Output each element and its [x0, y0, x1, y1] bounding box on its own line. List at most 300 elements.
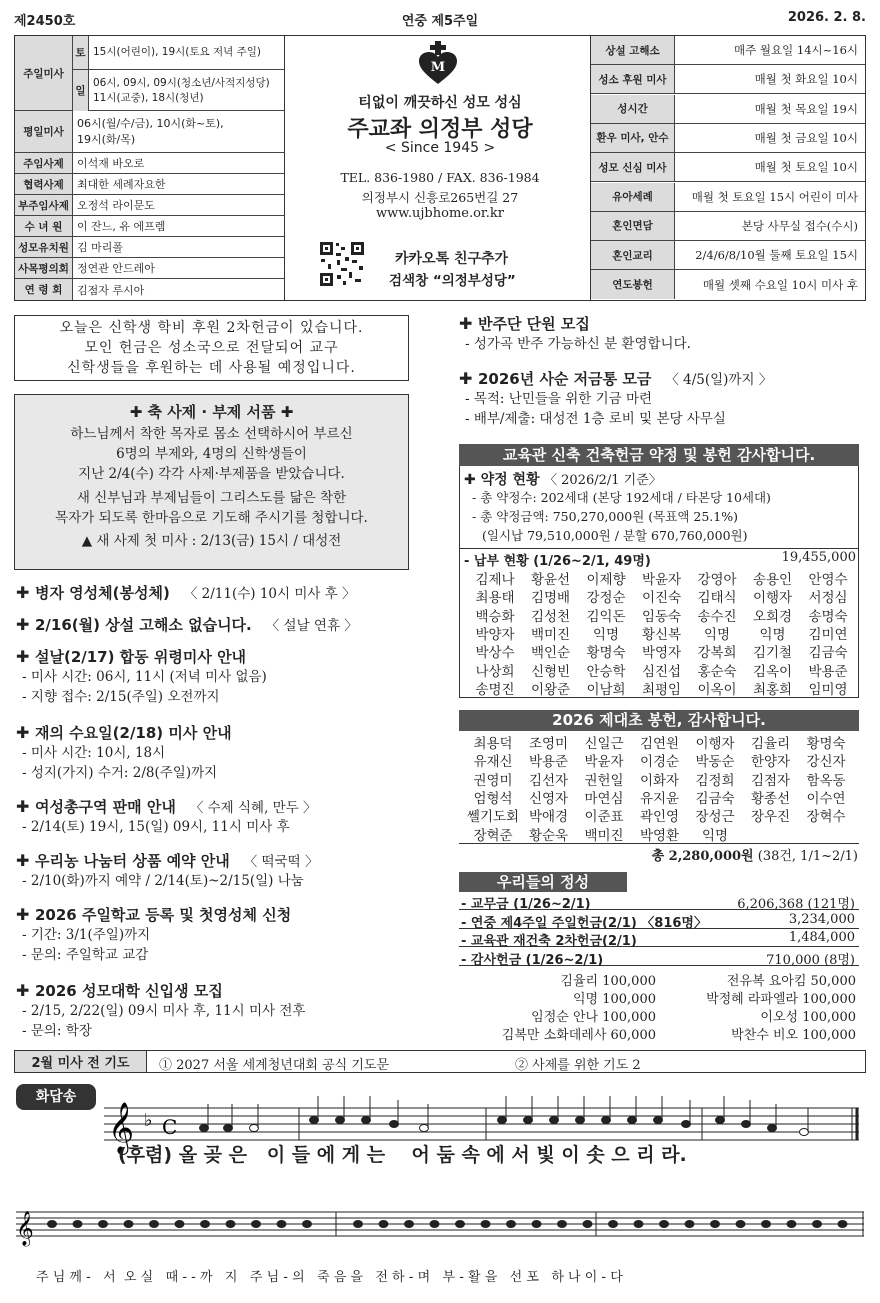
donor-name: 이행자 — [752, 590, 793, 607]
music-note — [124, 1221, 133, 1228]
sacrament-row — [591, 270, 866, 299]
donor-name: 백승화 — [475, 608, 515, 625]
donor-name: 박애경 — [528, 809, 569, 826]
staff-role-label: 부주임사제 — [15, 195, 73, 215]
donor-name: 김선자 — [528, 772, 569, 789]
sacrament-row — [591, 65, 866, 94]
donor-name: 최홍희 — [752, 681, 793, 698]
qr-code-icon — [319, 241, 365, 287]
announcement-title: 반주단 단원 모집 — [477, 315, 590, 333]
sacrament-value: 매월 셋째 수요일 10시 미사 후 — [702, 277, 858, 292]
ordination-line-3: 지난 2/4(수) 각각 사제·부제품을 받았습니다. — [78, 466, 345, 482]
first-mass-line: ▲ 새 사제 첫 미사 : 2/13(금) 15시 / 대성전 — [81, 533, 342, 549]
announcement-section — [16, 614, 358, 635]
music-note — [768, 1125, 777, 1132]
donor-name: 이왕준 — [530, 681, 571, 698]
donor-name: 박윤자 — [584, 754, 624, 771]
donor-name: 황명숙 — [806, 736, 846, 752]
music-note — [430, 1221, 439, 1228]
staff-role-label: 연 령 회 — [15, 279, 73, 300]
donor-name: 유재신 — [473, 754, 513, 771]
tel-fax: TEL. 836-1980 / FAX. 836-1984 — [340, 170, 540, 185]
music-note — [609, 1221, 618, 1228]
donor-name: 황종선 — [750, 790, 791, 807]
staff-row — [15, 195, 285, 216]
donor-name: 이옥이 — [697, 681, 737, 698]
donor-name: 이진숙 — [641, 590, 682, 607]
donor-name: 엄형석 — [473, 790, 513, 807]
donor-name: 박윤자 — [641, 572, 682, 588]
donor-name: 송용인 — [752, 572, 793, 588]
parish-subtitle: 티없이 깨끗하신 성모 성심 — [358, 95, 522, 111]
announcement-title: 설날(2/17) 합동 위령미사 안내 — [34, 648, 247, 666]
ordination-title: ✚ 축 사제 · 부제 서품 ✚ — [129, 403, 294, 421]
sunday-row — [73, 70, 285, 111]
cross-icon: ✚ — [16, 647, 35, 666]
donor-name: 최평임 — [641, 681, 682, 698]
sacrament-label: 상설 고해소 — [591, 36, 675, 64]
prayer-label: 2월 미사 전 기도 — [15, 1051, 147, 1072]
announcement-title: 재의 수요일(2/18) 미사 안내 — [34, 724, 232, 742]
sacrament-row — [591, 124, 866, 153]
announcement-subtitle: 〈 떡국떡 〉 — [243, 854, 319, 870]
music-note — [481, 1221, 490, 1228]
ordination-line-1: 하느님께서 착한 목자로 몸소 선택하시어 부르신 — [70, 426, 353, 442]
music-note — [48, 1221, 57, 1228]
music-note — [362, 1117, 371, 1124]
sacrament-label: 유아세례 — [591, 183, 675, 211]
offering-bar: 우리들의 정성 — [459, 872, 627, 892]
donor-name: 박용준 — [528, 754, 569, 771]
search-hint-text: 검색창 “의정부성당” — [389, 273, 516, 289]
announcement-detail: - 기간: 3/1(주일)까지 — [22, 927, 151, 943]
psalm-refrain-lyrics: (후렴) 올 곶 은 이 들 에 게 는 어 둠 속 에 서 빛 이 솟 으 리 라. — [118, 1144, 687, 1166]
donor-name: 백인순 — [530, 645, 571, 662]
donor-name: 김연원 — [639, 736, 680, 752]
donor-name: 안영수 — [808, 572, 848, 588]
announcement-title: 여성총구역 판매 안내 — [34, 798, 176, 816]
offering-label: - 연중 제4주일 주일헌금(2/1) 〈816명〉 — [461, 915, 707, 931]
donor-name: 황명숙 — [586, 645, 626, 662]
music-note — [532, 1221, 541, 1228]
sacrament-row — [591, 212, 866, 241]
heart-cross-logo-icon — [415, 40, 461, 86]
music-note — [813, 1221, 822, 1228]
gift-entry: 박정혜 라파엘라 100,000 — [706, 992, 856, 1007]
sacrament-value: 매주 월요일 14시~16시 — [734, 43, 858, 57]
sunday-text — [93, 70, 270, 111]
announcement-section — [459, 313, 691, 354]
donor-name: 장혁수 — [806, 809, 846, 826]
sacrament-label: 성시간 — [591, 95, 675, 123]
announcement-detail: - 성지(가지) 수거: 2/8(주일)까지 — [22, 765, 218, 781]
donor-name: 백미진 — [530, 626, 571, 643]
announcement-detail: - 미사 시간: 06시, 11시 (저녁 미사 없음) — [22, 669, 267, 685]
header-box — [14, 35, 866, 301]
music-note — [226, 1221, 235, 1228]
donor-name: 김태식 — [697, 590, 737, 607]
music-note — [456, 1221, 465, 1228]
donor-name: 임동숙 — [641, 608, 682, 625]
gift-entry: 임정순 안나 100,000 — [531, 1010, 656, 1025]
donor-name: 홍순숙 — [697, 663, 737, 680]
week-title: 연중 제5주일 — [401, 14, 479, 29]
weekday-text-1: 06시(월/수/금), 10시(화~토), — [77, 116, 224, 130]
donor-name: 박영환 — [639, 827, 680, 844]
donor-name: 이제향 — [586, 572, 626, 588]
cross-icon: ✚ — [459, 369, 478, 388]
music-note — [252, 1221, 261, 1228]
pledge-date: 〈 2026/2/1 기준〉 — [544, 473, 662, 488]
offering-label: - 교무금 (1/26~2/1) — [461, 897, 591, 912]
donor-name: 박영자 — [641, 645, 682, 662]
cross-icon: ✚ — [16, 615, 35, 634]
announcement-header — [16, 582, 356, 603]
sacrament-row — [591, 95, 866, 124]
payment-amount: 19,455,000 — [781, 550, 856, 565]
weekday-mass-label: 평일미사 — [15, 111, 73, 152]
donor-name: 김미연 — [808, 626, 848, 643]
sunday-text-1: 06시, 09시, 09시(청소년/사적지성당) — [93, 76, 270, 89]
donor-name: 권헌일 — [584, 772, 624, 789]
music-note — [787, 1221, 796, 1228]
sacrament-row — [591, 153, 866, 182]
announcement-detail: - 성가곡 반주 가능하신 분 환영합니다. — [465, 336, 691, 352]
sacrament-row — [591, 241, 866, 270]
music-note — [602, 1117, 611, 1124]
issue-number: 제2450호 — [14, 14, 76, 29]
staff-row — [15, 258, 285, 279]
sacrament-label: 성소 후원 미사 — [591, 65, 675, 93]
music-note — [716, 1117, 725, 1124]
music-note — [73, 1221, 82, 1228]
announcement-detail: - 목적: 난민들을 위한 기금 마련 — [465, 391, 653, 407]
donor-name: 한양자 — [750, 754, 791, 771]
donor-name: 함옥동 — [806, 772, 846, 789]
donor-name: 김금숙 — [695, 790, 735, 807]
offering-row — [459, 911, 859, 929]
staff-role-label: 성모유치원 — [15, 237, 73, 257]
donor-name: 심진섭 — [641, 663, 682, 680]
psalm-verse-lyrics: 주 님 께 - 서 오 실 때 - - 까 지 주 님 - 의 죽 음 을 전 하 - 며 부 - 활 을 선 포 하 나 이 - 다 — [36, 1270, 623, 1285]
donor-name: 송명숙 — [808, 608, 848, 625]
sacrament-value: 매월 첫 목요일 19시 — [754, 101, 858, 116]
weekday-mass-row — [15, 111, 285, 153]
donor-name: 익명 — [701, 827, 729, 844]
offering-label: - 감사헌금 (1/26~2/1) — [461, 952, 604, 968]
announcement-title: 병자 영성체(봉성체) — [34, 584, 170, 602]
staff-row — [15, 174, 285, 195]
donor-name: 서정심 — [808, 590, 848, 607]
announcement-section — [16, 646, 267, 707]
donor-name: 익명 — [759, 626, 786, 643]
weekday-mass-text — [77, 111, 224, 152]
announcement-title: 2026년 사순 저금통 모금 — [477, 370, 652, 388]
music-note — [99, 1221, 108, 1228]
parish-info — [285, 36, 595, 300]
psalm-badge: 화답송 — [16, 1084, 96, 1110]
donor-name: 최용덕 — [473, 736, 513, 752]
sacrament-label: 혼인면담 — [591, 212, 675, 240]
donor-name: 이남희 — [586, 681, 626, 698]
donor-name: 마연심 — [584, 790, 624, 807]
staff-row — [15, 237, 285, 258]
tuition-line-2: 모인 헌금은 성소국으로 전달되어 교구 — [84, 340, 339, 356]
staff-row — [15, 216, 285, 237]
announcement-header — [16, 646, 267, 667]
donor-name: 강신자 — [806, 754, 846, 771]
donor-name: 박용준 — [808, 663, 848, 680]
ordination-line-4: 새 신부님과 부제님들이 그리스도를 닮은 착한 — [76, 490, 347, 506]
donor-name: 장혁준 — [473, 827, 513, 844]
prayer-2: ② 사제를 위한 기도 2 — [515, 1058, 641, 1073]
gift-entry: 익명 100,000 — [572, 992, 656, 1007]
pledge-heading: ✚ 약정 현황 — [464, 472, 540, 488]
kakao-friend-text: 카카오톡 친구추가 — [395, 251, 509, 267]
svg-text:𝄞: 𝄞 — [108, 1102, 135, 1153]
gift-entry: 김율리 100,000 — [560, 974, 656, 989]
donor-name: 유지윤 — [639, 790, 680, 807]
music-note — [762, 1221, 771, 1228]
donor-name: 김기철 — [752, 645, 793, 662]
donor-name: 오희경 — [752, 608, 793, 625]
announcement-subtitle: 〈 4/5(일)까지 〉 — [665, 372, 773, 388]
announcement-header — [16, 722, 232, 743]
music-note — [336, 1117, 345, 1124]
music-note — [498, 1117, 507, 1124]
offering-label: - 교육관 재건축 2차헌금(2/1) — [461, 934, 637, 949]
building-fund-bar: 교육관 신축 건축헌금 약정 및 봉헌 감사합니다. — [459, 444, 859, 466]
donor-name: 이수연 — [806, 790, 846, 807]
music-note — [200, 1125, 209, 1132]
donor-name: 김율리 — [750, 736, 791, 752]
donor-name: 장우진 — [750, 809, 791, 826]
gift-entry: 김복만 소화데레사 60,000 — [501, 1028, 656, 1043]
sacrament-row — [591, 36, 866, 65]
music-note — [800, 1129, 809, 1136]
sacrament-value: 매월 첫 금요일 10시 — [754, 130, 858, 145]
music-note — [685, 1221, 694, 1228]
sacrament-value: 매월 첫 토요일 10시 — [754, 160, 858, 175]
staff-name: 오정석 라이문도 — [77, 199, 155, 212]
announcement-title: 2026 성모대학 신입생 모집 — [34, 982, 223, 1000]
cross-icon: ✚ — [16, 797, 35, 816]
announcement-detail: - 미사 시간: 10시, 18시 — [22, 745, 166, 761]
donor-name: 박양자 — [475, 626, 515, 643]
sacrament-schedule-table — [590, 36, 865, 300]
announcement-header — [16, 614, 358, 635]
mass-schedule-table — [15, 36, 285, 300]
music-note — [576, 1117, 585, 1124]
donor-name: 곽인영 — [639, 809, 680, 826]
pledge-amount: - 총 약정금액: 750,270,000원 (목표액 25.1%) — [472, 509, 738, 524]
donor-name: 김옥이 — [752, 663, 793, 680]
music-note — [303, 1221, 312, 1228]
music-note — [420, 1125, 429, 1132]
prayer-1: ① 2027 서울 세계청년대회 공식 기도문 — [159, 1058, 389, 1073]
sacrament-value: 2/4/6/8/10월 둘째 토요일 15시 — [695, 248, 858, 263]
announcement-detail: - 지향 접수: 2/15(주일) 오전까지 — [22, 689, 220, 705]
announcement-section — [16, 904, 291, 965]
donor-name: 신영자 — [528, 790, 569, 807]
sacrament-label: 혼인교리 — [591, 241, 675, 269]
donor-name: 김성천 — [530, 608, 571, 625]
announcement-detail: - 문의: 주일학교 교감 — [22, 947, 149, 963]
staff-name: 정연관 안드레아 — [77, 262, 155, 275]
music-note — [736, 1221, 745, 1228]
announcement-title: 2026 주일학교 등록 및 첫영성체 신청 — [34, 906, 292, 924]
donor-name: 이행자 — [695, 736, 735, 752]
music-note — [628, 1117, 637, 1124]
donor-name: 이경순 — [639, 754, 680, 771]
cross-icon: ✚ — [16, 905, 35, 924]
music-note — [277, 1221, 286, 1228]
music-note — [742, 1121, 751, 1128]
donor-name: 황신복 — [641, 626, 682, 643]
announcement-header — [459, 313, 691, 334]
tuition-line-3: 신학생들을 후원하는 데 사용될 예정입니다. — [67, 360, 356, 376]
gift-entry: 이오성 100,000 — [760, 1010, 856, 1025]
donor-name: 강복희 — [697, 645, 737, 662]
music-note — [654, 1117, 663, 1124]
candle-offering-bar: 2026 제대초 봉헌, 감사합니다. — [459, 710, 859, 731]
donor-name: 최용태 — [475, 590, 515, 607]
donor-name: 강정순 — [586, 590, 626, 607]
donor-name: 황윤선 — [530, 572, 571, 588]
donor-name: 박동순 — [695, 754, 735, 771]
music-note — [250, 1125, 259, 1132]
announcement-title: 우리농 나눔터 상품 예약 안내 — [34, 852, 230, 870]
address: 의정부시 신흥로265번길 27 — [361, 190, 519, 205]
donor-name: 김점자 — [750, 772, 791, 789]
music-note — [354, 1221, 363, 1228]
cross-icon: ✚ — [16, 723, 35, 742]
donor-name: 김익돈 — [586, 608, 626, 625]
prayer-bar — [14, 1050, 866, 1073]
announcement-section — [16, 582, 356, 603]
ordination-box — [14, 394, 409, 570]
announcement-header — [16, 796, 317, 817]
donor-name: 강영아 — [697, 572, 737, 588]
music-note — [634, 1221, 643, 1228]
music-note — [550, 1117, 559, 1124]
announcement-section — [16, 722, 232, 783]
announcement-subtitle: 〈 수제 식혜, 만두 〉 — [189, 800, 317, 816]
announcement-detail: - 2/14(토) 19시, 15(일) 09시, 11시 미사 후 — [22, 819, 290, 835]
sunday-label: 일 — [73, 70, 89, 111]
donor-name: 김명배 — [530, 590, 571, 607]
offering-row — [459, 948, 859, 966]
weekday-text-2: 19시(화/목) — [77, 132, 136, 146]
issue-date: 2026. 2. 8. — [787, 10, 866, 25]
donor-name: 익명 — [703, 626, 731, 643]
donor-name: 익명 — [592, 626, 620, 643]
donor-name: 송명진 — [475, 681, 515, 698]
donor-name: 이화자 — [639, 772, 680, 789]
announcement-header — [459, 368, 772, 389]
donor-name: 장성근 — [695, 809, 735, 826]
sacrament-value: 본당 사무실 접수(수시) — [741, 218, 858, 233]
music-note — [379, 1221, 388, 1228]
donor-name: 조영미 — [528, 736, 569, 752]
website-link[interactable]: www.ujbhome.or.kr — [376, 206, 504, 221]
music-note — [711, 1221, 720, 1228]
gift-entry: 전유복 요아킴 50,000 — [726, 974, 856, 989]
donor-name: 백미진 — [584, 827, 624, 844]
announcement-section — [16, 796, 317, 837]
building-fund-box — [459, 466, 859, 698]
pledge-count: - 총 약정수: 202세대 (본당 192세대 / 타본당 10세대) — [472, 490, 771, 505]
psalm-staff-2 — [14, 1200, 866, 1260]
staff-name: 이 잔느, 유 에프렘 — [77, 220, 166, 233]
staff-name: 이석재 바오로 — [77, 157, 145, 170]
donor-name: 박상수 — [475, 645, 515, 662]
svg-text:♭: ♭ — [144, 1110, 153, 1131]
pledge-breakdown: (일시납 79,510,000원 / 분할 670,760,000원) — [482, 528, 748, 543]
since-text: < Since 1945 > — [384, 140, 496, 156]
staff-name: 최대한 세례자요한 — [77, 178, 166, 191]
music-note — [682, 1121, 691, 1128]
saturday-text: 15시(어린이), 19시(토요 저녁 주일) — [93, 46, 262, 58]
announcement-detail: - 배부/제출: 대성전 1층 로비 및 본당 사무실 — [465, 411, 726, 427]
sacrament-label: 성모 신심 미사 — [591, 153, 675, 181]
sacrament-value: 매월 첫 토요일 15시 어린이 미사 — [691, 189, 858, 204]
donor-name: 권영미 — [473, 772, 513, 789]
candle-total-note: (38건, 1/1~2/1) — [757, 849, 858, 864]
music-note — [660, 1221, 669, 1228]
music-note — [405, 1221, 414, 1228]
music-note — [558, 1221, 567, 1228]
donor-name: 신형빈 — [530, 663, 571, 680]
music-note — [150, 1221, 159, 1228]
ordination-line-2: 6명의 부제와, 4명의 신학생들이 — [116, 446, 307, 462]
donor-name: 김정희 — [695, 772, 735, 789]
svg-text:𝄞: 𝄞 — [16, 1211, 34, 1246]
donor-name: 안승학 — [586, 663, 626, 680]
announcement-subtitle: 〈 2/11(수) 10시 미사 후 〉 — [183, 586, 356, 602]
sunday-mass-label: 주일미사 — [15, 36, 73, 110]
tuition-notice-box — [14, 315, 409, 381]
payment-heading: - 납부 현황 (1/26~2/1, 49명) — [464, 554, 651, 569]
staff-row — [15, 279, 285, 300]
gift-entry: 박찬수 비오 100,000 — [731, 1028, 856, 1043]
music-note — [838, 1221, 847, 1228]
music-note — [224, 1125, 233, 1132]
top-line — [14, 8, 866, 30]
music-note — [507, 1221, 516, 1228]
music-note — [583, 1221, 592, 1228]
sacrament-label: 연도봉헌 — [591, 270, 675, 299]
cross-icon: ✚ — [16, 981, 35, 1000]
offering-row — [459, 929, 859, 947]
saturday-row — [73, 36, 285, 70]
staff-role-label: 주임사제 — [15, 153, 73, 173]
offering-row — [459, 892, 859, 910]
announcement-detail: - 2/10(화)까지 예약 / 2/14(토)~2/15(일) 나눔 — [22, 873, 304, 889]
svg-text:C: C — [162, 1115, 178, 1139]
music-note — [524, 1117, 533, 1124]
tuition-line-1: 오늘은 신학생 학비 후원 2차헌금이 있습니다. — [59, 320, 364, 336]
announcement-detail: - 2/15, 2/22(일) 09시 미사 후, 11시 미사 전후 — [22, 1003, 306, 1019]
music-note — [201, 1221, 210, 1228]
music-note — [175, 1221, 184, 1228]
parish-name: 주교좌 의정부 성당 — [347, 117, 533, 142]
donor-name: 나상희 — [475, 663, 515, 680]
cross-icon: ✚ — [16, 851, 35, 870]
staff-row — [15, 153, 285, 174]
announcement-detail: - 문의: 학장 — [22, 1023, 92, 1039]
donor-name: 황순욱 — [528, 827, 569, 844]
